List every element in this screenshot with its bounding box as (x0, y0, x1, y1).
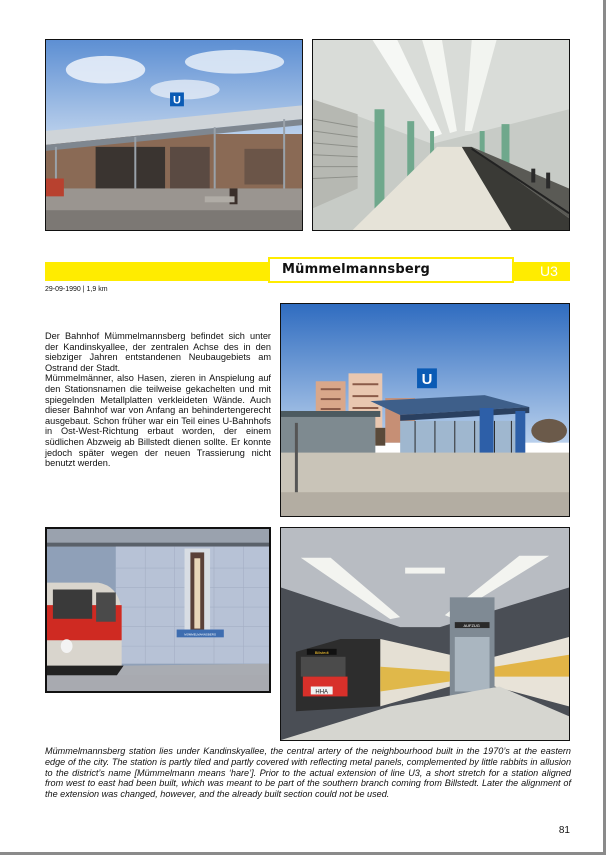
page-number: 81 (558, 825, 570, 836)
destination-display: Billstedt (314, 649, 329, 655)
station-title: Mümmelmannsberg (282, 262, 430, 277)
photo-entrance-pavilion (280, 303, 570, 517)
station-title-box (268, 257, 514, 283)
photo-platform-trains (280, 527, 570, 741)
opening-date-distance: 29-09-1990 | 1,9 km (45, 286, 108, 293)
photo-train-at-wall (45, 527, 271, 693)
german-paragraph: Mümmelmänner, also Hasen, zieren in Anspielung auf den Stationsnamen die teilweise gekachelten und mit spiegelnden Metallplatten verkleideten Wände. Auch dieser Bahnhof war von Anfang an behindertengerecht ausgebaut. Schon früher war ein Teil eines U-Bahnhofs in Ost-West-Richtung erbaut worden, der einem südlichen Abzweig ab Billstedt dienen sollte. Er konnte jedoch später wegen der neuen Trassierung nicht benutzt werden. (45, 373, 271, 469)
line-label: U3 (540, 263, 558, 279)
photo-station-entrance (45, 39, 303, 231)
station-name-sign: MÜMMELMANNSBERG (184, 632, 217, 637)
elevator-sign: AUFZUG (463, 623, 480, 629)
u-sign-icon: U (421, 372, 433, 389)
german-description (45, 331, 271, 469)
german-paragraph: Der Bahnhof Mümmelmannsberg befindet sich unter der Kandinskyallee, der zentralen Achse des in den siebziger Jahren entstandenen Neubaugebiets am Ostrand der Stadt. (45, 331, 271, 373)
u-sign-icon: U (173, 94, 181, 107)
photo-platform-stairs (312, 39, 570, 231)
train-logo: HHA (315, 689, 328, 696)
english-caption: Mümmelmannsberg station lies under Kandinskyallee, the central artery of the neighbourhood built in the 1970’s at the eastern edge of the city. The station is partly tiled and partly covered with reflecting metal panels, complemented by little rabbits in allusion to the district’s name [Mümmelmann means ‘hare’]. Prior to the actual extension of line U3, a short stretch for a station aligned from west to east had been built, which was meant to be part of the southern branch coming from Billstedt. Later the alignment of the extension was changed, however, and the already built section could not be used. (45, 746, 571, 800)
